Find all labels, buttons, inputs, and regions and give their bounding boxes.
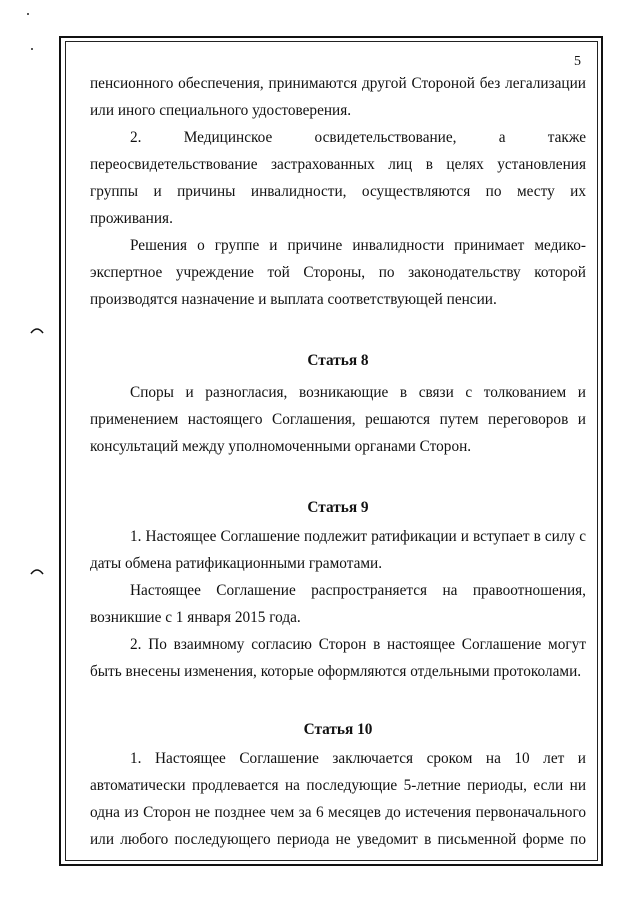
page-number: 5 xyxy=(574,54,581,69)
paragraph-continuation-line: или иного специального удостоверения. xyxy=(90,102,352,119)
article-10-heading: Статья 10 xyxy=(303,721,373,738)
article-10-paragraph-1: 1. Настоящее Соглашение заключается сроком на 10 лет и автоматически продлевается на последующие 5-летние периоды, если ни одна из Сторон не позднее чем за 6 месяцев до истечения первоначального или любого последующего периода не уведомит в письменной форме по xyxy=(90,750,586,848)
scan-speck xyxy=(27,13,29,15)
binding-hole-mark xyxy=(30,567,44,575)
article-8-paragraph: Споры и разногласия, возникающие в связи с толкованием и применением настоящего Соглашения, решаются путем переговоров и консультаций между уполномоченными органами Сторон. xyxy=(90,384,586,455)
scan-speck xyxy=(31,48,33,50)
article-9-paragraph-3: 2. По взаимному согласию Сторон в настоящее Соглашение могут быть внесены изменения, которые оформляются отдельными протоколами. xyxy=(90,636,586,680)
document-body xyxy=(90,70,586,853)
binding-hole-mark xyxy=(30,326,44,334)
paragraph-continuation-line: пенсионного обеспечения, принимаются другой Стороной без легализации xyxy=(90,75,586,92)
article-9-heading: Статья 9 xyxy=(307,499,369,516)
paragraph-disability-decision: Решения о группе и причине инвалидности принимает медико-экспертное учреждение той Стороны, по законодательству которой производятся назначение и выплата соответствующей пенсии. xyxy=(90,237,586,308)
article-9-paragraph-1: 1. Настоящее Соглашение подлежит ратификации и вступает в силу с даты обмена ратификационными грамотами. xyxy=(90,528,586,572)
paragraph-medical-examination: 2. Медицинское освидетельствование, а также переосвидетельствование застрахованных лиц в целях установления группы и причины инвалидности, осуществляются по месту их проживания. xyxy=(90,129,586,227)
article-8-heading: Статья 8 xyxy=(307,352,369,369)
article-9-paragraph-2: Настоящее Соглашение распространяется на правоотношения, возникшие с 1 января 2015 года. xyxy=(90,582,586,626)
